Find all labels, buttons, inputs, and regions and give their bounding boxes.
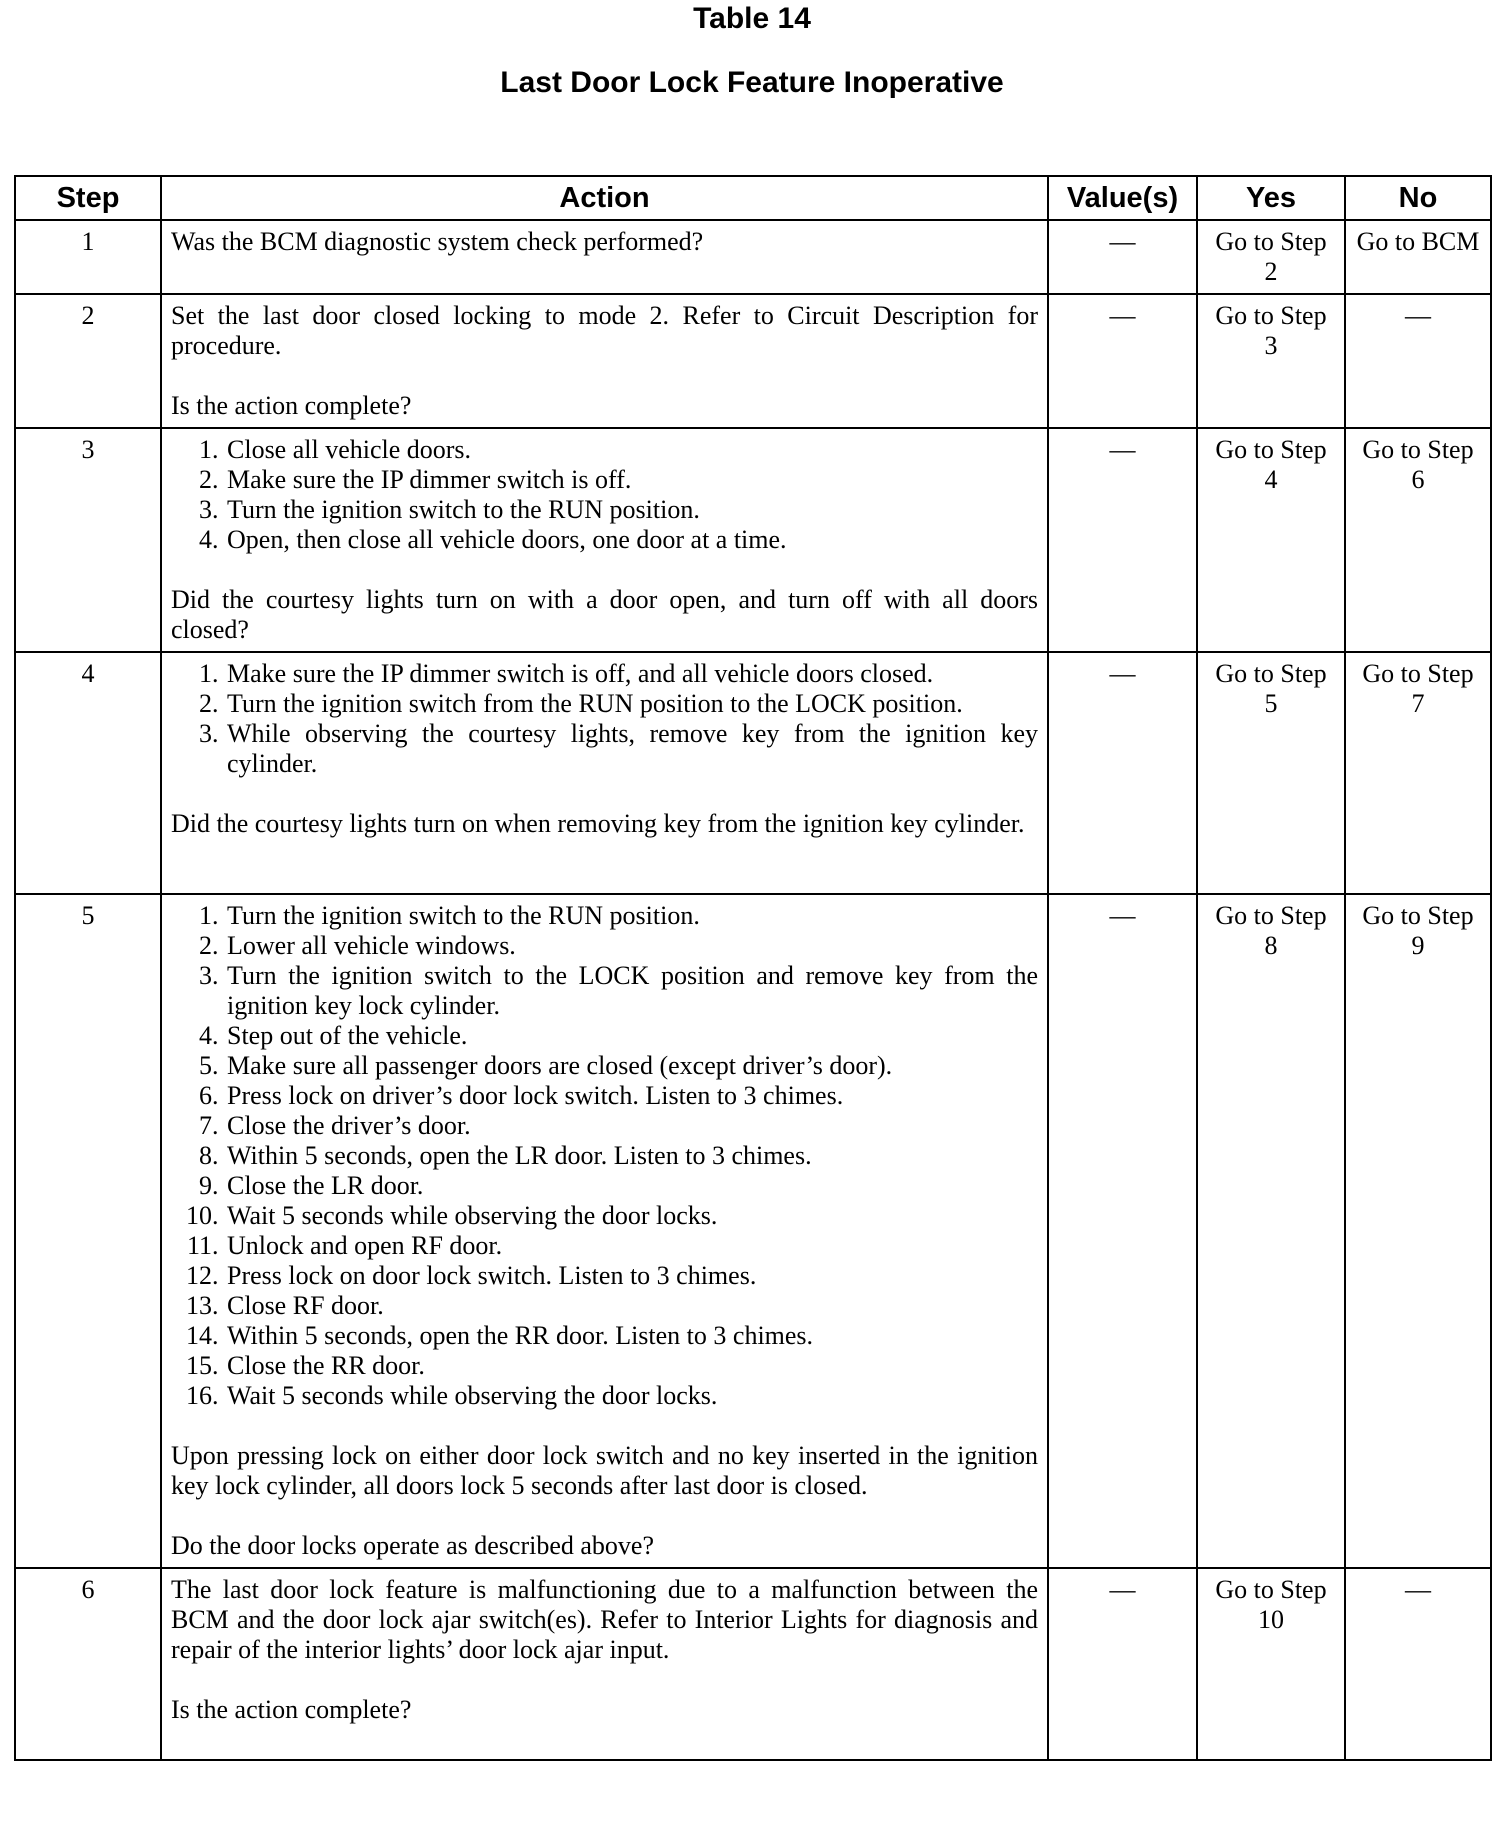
value-cell: — — [1048, 652, 1197, 894]
action-question: Is the action complete? — [171, 391, 412, 420]
action-step-item: 14. Within 5 seconds, open the RR door. Listen to 3 chimes. — [225, 1321, 1038, 1351]
no-cell: — — [1345, 294, 1491, 428]
action-step-item: 3. Turn the ignition switch to the LOCK position and remove key from the ignition key lock cylinder. — [225, 961, 1038, 1021]
table-row — [15, 294, 1491, 428]
action-step-item: 11. Unlock and open RF door. — [225, 1231, 1038, 1261]
action-step-item: 9. Close the LR door. — [225, 1171, 1038, 1201]
no-cell: Go to Step 6 — [1345, 428, 1491, 652]
action-step-item: 6. Press lock on driver’s door lock switch. Listen to 3 chimes. — [225, 1081, 1038, 1111]
action-step-item: 16. Wait 5 seconds while observing the door locks. — [225, 1381, 1038, 1411]
yes-cell: Go to Step 3 — [1197, 294, 1345, 428]
yes-cell: Go to Step 5 — [1197, 652, 1345, 894]
action-text: Set the last door closed locking to mode 2. Refer to Circuit Description for procedure. — [171, 301, 1038, 360]
yes-cell: Go to Step 8 — [1197, 894, 1345, 1568]
step-cell: 2 — [15, 294, 161, 428]
value-cell: — — [1048, 1568, 1197, 1760]
yes-cell: Go to Step 2 — [1197, 220, 1345, 294]
action-steps-list — [171, 901, 1038, 1411]
table-header-row — [15, 176, 1491, 220]
action-cell — [161, 428, 1048, 652]
action-step-item: 2. Make sure the IP dimmer switch is off. — [225, 465, 1038, 495]
yes-cell: Go to Step 4 — [1197, 428, 1345, 652]
action-question: Is the action complete? — [171, 1695, 412, 1724]
action-step-item: 5. Make sure all passenger doors are closed (except driver’s door). — [225, 1051, 1038, 1081]
table-number: Table 14 — [693, 2, 811, 35]
table-row — [15, 894, 1491, 1568]
value-cell: — — [1048, 894, 1197, 1568]
action-question: Did the courtesy lights turn on when removing key from the ignition key cylinder. — [171, 809, 1025, 838]
action-text: The last door lock feature is malfunctioning due to a malfunction between the BCM and the door lock ajar switch(es). Refer to Interior Lights for diagnosis and repair of the interior lights’ door lock ajar input. — [171, 1575, 1038, 1664]
step-cell: 1 — [15, 220, 161, 294]
action-cell — [161, 294, 1048, 428]
value-cell: — — [1048, 220, 1197, 294]
action-step-item: 2. Lower all vehicle windows. — [225, 931, 1038, 961]
action-step-item: 3. While observing the courtesy lights, remove key from the ignition key cylinder. — [225, 719, 1038, 779]
no-cell: — — [1345, 1568, 1491, 1760]
step-cell: 3 — [15, 428, 161, 652]
action-question: Upon pressing lock on either door lock switch and no key inserted in the ignition key lock cylinder, all doors lock 5 seconds after last door is closed. — [171, 1441, 1038, 1500]
no-cell: Go to Step 9 — [1345, 894, 1491, 1568]
step-cell: 6 — [15, 1568, 161, 1760]
header-yes: Yes — [1197, 176, 1345, 220]
action-step-item: 12. Press lock on door lock switch. Listen to 3 chimes. — [225, 1261, 1038, 1291]
table-row — [15, 652, 1491, 894]
action-text: Was the BCM diagnostic system check performed? — [171, 227, 704, 256]
action-step-item: 4. Step out of the vehicle. — [225, 1021, 1038, 1051]
header-step: Step — [15, 176, 161, 220]
action-question: Do the door locks operate as described above? — [171, 1531, 654, 1560]
table-body — [15, 220, 1491, 1760]
action-cell — [161, 652, 1048, 894]
table-row — [15, 428, 1491, 652]
action-cell — [161, 1568, 1048, 1760]
no-cell: Go to BCM — [1345, 220, 1491, 294]
action-step-item: 13. Close RF door. — [225, 1291, 1038, 1321]
action-steps-list — [171, 435, 1038, 555]
header-action: Action — [161, 176, 1048, 220]
table-row — [15, 220, 1491, 294]
no-cell: Go to Step 7 — [1345, 652, 1491, 894]
action-step-item: 7. Close the driver’s door. — [225, 1111, 1038, 1141]
value-cell: — — [1048, 428, 1197, 652]
action-step-item: 4. Open, then close all vehicle doors, one door at a time. — [225, 525, 1038, 555]
action-step-item: 15. Close the RR door. — [225, 1351, 1038, 1381]
action-step-item: 1. Make sure the IP dimmer switch is off, and all vehicle doors closed. — [225, 659, 1038, 689]
step-cell: 5 — [15, 894, 161, 1568]
table-row — [15, 1568, 1491, 1760]
action-steps-list — [171, 659, 1038, 779]
action-step-item: 2. Turn the ignition switch from the RUN position to the LOCK position. — [225, 689, 1038, 719]
action-step-item: 10. Wait 5 seconds while observing the door locks. — [225, 1201, 1038, 1231]
action-step-item: 8. Within 5 seconds, open the LR door. Listen to 3 chimes. — [225, 1141, 1038, 1171]
value-cell: — — [1048, 294, 1197, 428]
action-cell — [161, 894, 1048, 1568]
step-cell: 4 — [15, 652, 161, 894]
action-step-item: 1. Close all vehicle doors. — [225, 435, 1038, 465]
yes-cell: Go to Step 10 — [1197, 1568, 1345, 1760]
action-step-item: 1. Turn the ignition switch to the RUN position. — [225, 901, 1038, 931]
header-no: No — [1345, 176, 1491, 220]
header-values: Value(s) — [1048, 176, 1197, 220]
action-cell — [161, 220, 1048, 294]
diagnostic-table — [14, 175, 1492, 1761]
action-question: Did the courtesy lights turn on with a door open, and turn off with all doors closed? — [171, 585, 1038, 644]
table-title: Last Door Lock Feature Inoperative — [500, 66, 1004, 99]
action-step-item: 3. Turn the ignition switch to the RUN position. — [225, 495, 1038, 525]
